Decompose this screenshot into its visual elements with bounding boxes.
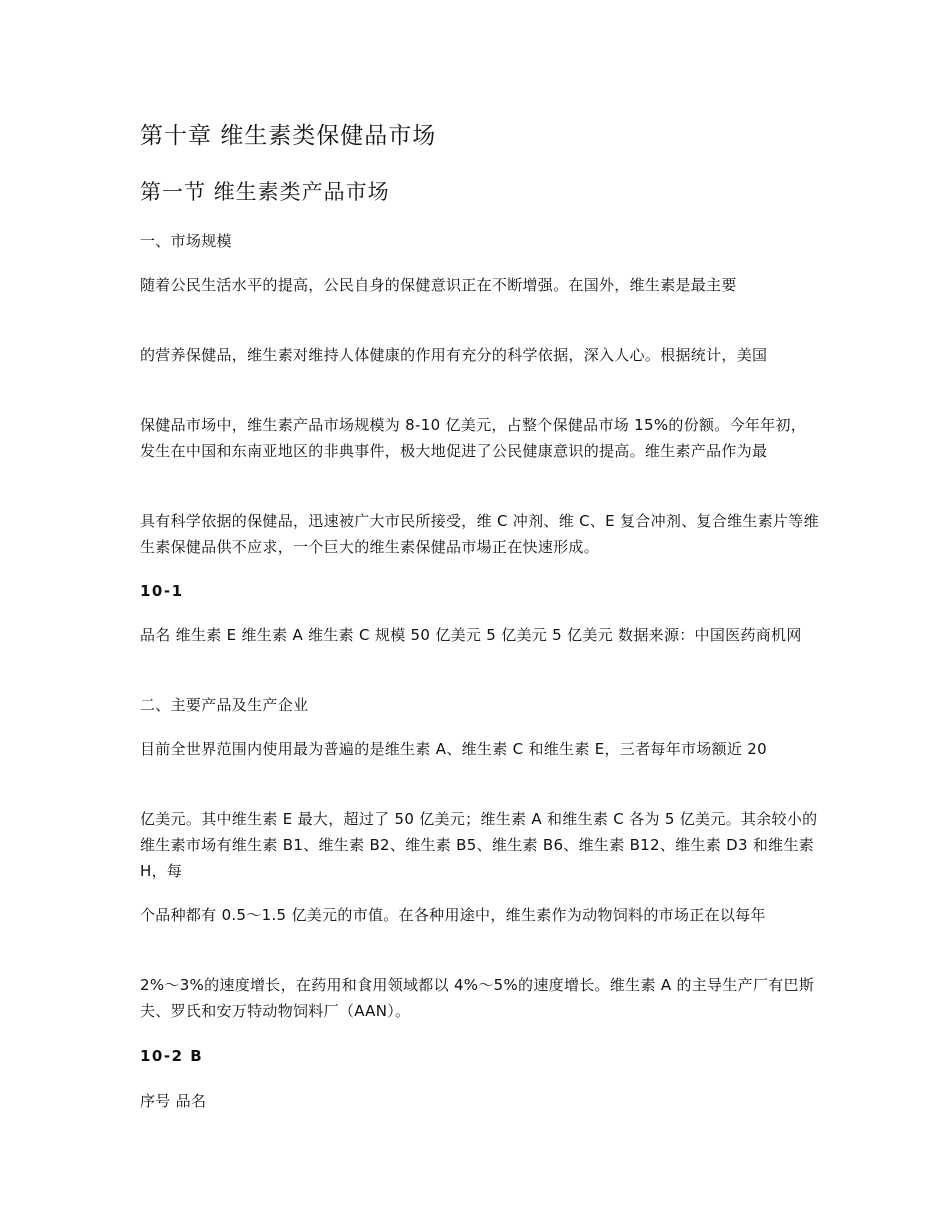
table-header: 序号 品名 bbox=[140, 1092, 207, 1110]
table-label: 10-1 bbox=[140, 582, 184, 600]
table-label: 10-2 B bbox=[140, 1047, 204, 1065]
paragraph: 随着公民生活水平的提高，公民自身的保健意识正在不断增强。在国外，维生素是最主要 bbox=[140, 276, 737, 294]
section-title: 第一节 维生素类产品市场 bbox=[140, 180, 390, 204]
paragraph: 具有科学依据的保健品，迅速被广大市民所接受，维 C 冲剂、维 C、E 复合冲剂、复合维生素片等维生素保健品供不应求，一个巨大的维生素保健品市場正在快速形成。 bbox=[140, 512, 819, 556]
paragraph: 保健品市场中，维生素产品市场规模为 8-10 亿美元，占整个保健品市场 15%的份额。今年年初，发生在中国和东南亚地区的非典事件，极大地促进了公民健康意识的提高。维生素产品作为最 bbox=[140, 416, 807, 460]
paragraph: 个品种都有 0.5～1.5 亿美元的市值。在各种用途中，维生素作为动物饲料的市场正在以每年 bbox=[140, 906, 766, 924]
chapter-title: 第十章 维生素类保健品市场 bbox=[140, 123, 437, 149]
subsection-heading-market-size: 一、市场规模 bbox=[140, 232, 232, 250]
paragraph: 的营养保健品，维生素对维持人体健康的作用有充分的科学依据，深入人心。根据统计，美国 bbox=[140, 346, 768, 364]
subsection-heading-products: 二、主要产品及生产企业 bbox=[140, 696, 309, 714]
paragraph: 亿美元。其中维生素 E 最大，超过了 50 亿美元；维生素 A 和维生素 C 各为 5 亿美元。其余较小的维生素市场有维生素 B1、维生素 B2、维生素 B5、维生素 B6、维生素 B12、维生素 D3 和维生素 H，每 bbox=[140, 810, 818, 880]
table-content: 品名 维生素 E 维生素 A 维生素 C 规模 50 亿美元 5 亿美元 5 亿美元 数据来源：中国医药商机网 bbox=[140, 626, 802, 644]
paragraph: 目前全世界范围内使用最为普遍的是维生素 A、维生素 C 和维生素 E，三者每年市场额近 20 bbox=[140, 740, 767, 758]
paragraph: 2%～3%的速度增长，在药用和食用领域都以 4%～5%的速度增长。维生素 A 的主导生产厂有巴斯夫、罗氏和安万特动物饲料厂（AAN）。 bbox=[140, 976, 815, 1020]
